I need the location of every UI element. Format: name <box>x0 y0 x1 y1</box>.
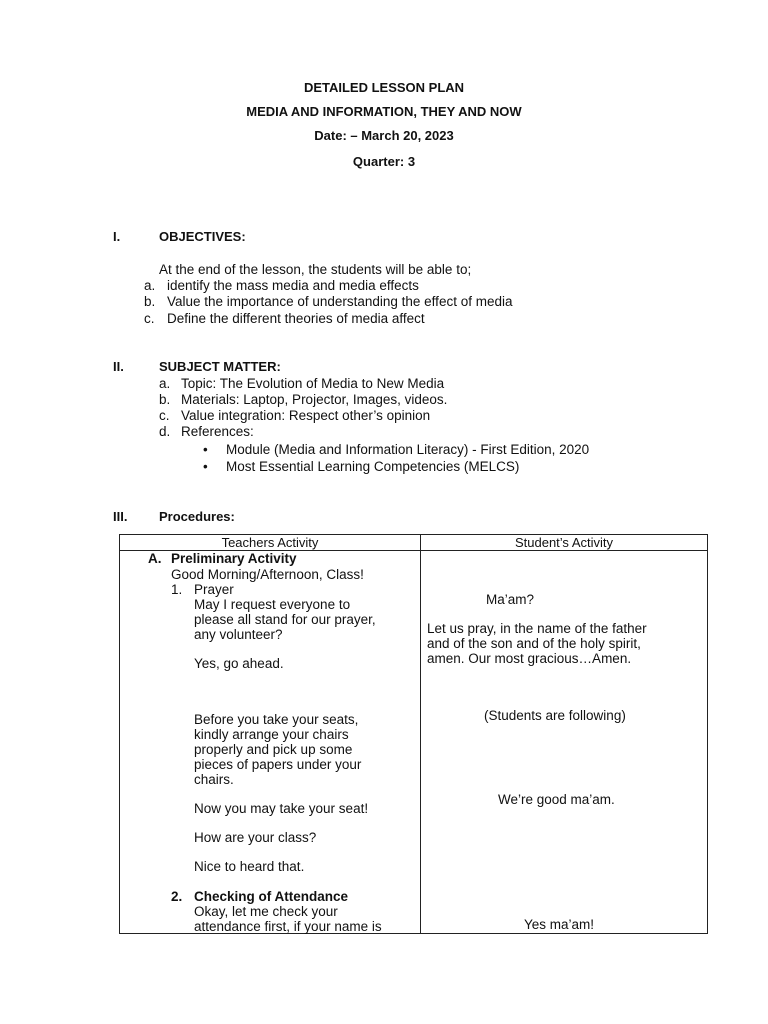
objective-item: Define the different theories of media affect <box>167 311 425 326</box>
subject-marker: c. <box>159 408 170 423</box>
reference-item: • Most Essential Learning Competencies (MELCS) <box>226 459 519 474</box>
student-activity-cell <box>421 551 708 934</box>
student-line: and of the son and of the holy spirit, <box>427 636 641 651</box>
teacher-line: Before you take your seats, <box>194 712 359 727</box>
lesson-quarter: Quarter: 3 <box>352 154 416 169</box>
attendance-title: Checking of Attendance <box>194 889 349 904</box>
teacher-line: Yes, go ahead. <box>194 656 284 671</box>
objective-item: identify the mass media and media effects <box>167 278 419 293</box>
subject-item: Value integration: Respect other’s opinion <box>181 408 431 423</box>
teacher-line: kindly arrange your chairs <box>194 727 349 742</box>
teacher-line: please all stand for our prayer, <box>194 612 376 627</box>
objective-item: Value the importance of understanding the effect of media <box>167 294 513 309</box>
teacher-line: How are your class? <box>194 830 317 845</box>
objective-marker: b. <box>144 294 156 309</box>
prayer-title: Prayer <box>194 582 234 597</box>
objective-marker: a. <box>144 278 156 293</box>
greeting-text: Good Morning/Afternoon, Class! <box>171 567 364 582</box>
lesson-date: Date: – March 20, 2023 <box>314 128 454 143</box>
teacher-line: chairs. <box>194 772 234 787</box>
teacher-line: attendance first, if your name is <box>194 919 382 934</box>
section-number-procedures: III. <box>113 509 128 524</box>
subject-item: Materials: Laptop, Projector, Images, videos. <box>181 392 448 407</box>
teacher-activity-cell <box>120 551 421 934</box>
subject-marker: a. <box>159 376 171 391</box>
subject-matter-heading: SUBJECT MATTER: <box>159 359 281 374</box>
section-number-subject-matter: II. <box>113 359 124 374</box>
prayer-marker: 1. <box>171 582 183 597</box>
student-line: We’re good ma’am. <box>498 792 615 807</box>
subject-marker: d. <box>159 424 171 439</box>
teacher-line: properly and pick up some <box>194 742 353 757</box>
document-title: DETAILED LESSON PLAN <box>303 80 465 95</box>
objectives-heading: OBJECTIVES: <box>159 229 246 244</box>
document-subtitle: MEDIA AND INFORMATION, THEY AND NOW <box>246 104 522 119</box>
student-line: Yes ma’am! <box>524 917 595 932</box>
student-line: amen. Our most gracious…Amen. <box>427 651 632 666</box>
teacher-column-header: Teachers Activity <box>120 535 421 551</box>
teacher-line: May I request everyone to <box>194 597 351 612</box>
teacher-line: any volunteer? <box>194 627 283 642</box>
teacher-line: Now you may take your seat! <box>194 801 369 816</box>
student-line: Let us pray, in the name of the father <box>427 621 647 636</box>
preliminary-activity-title: Preliminary Activity <box>171 551 297 566</box>
objective-marker: c. <box>144 311 155 326</box>
objectives-intro: At the end of the lesson, the students will be able to; <box>159 262 472 277</box>
table-row <box>120 551 708 934</box>
teacher-line: Nice to heard that. <box>194 859 305 874</box>
student-line: Ma’am? <box>486 592 535 607</box>
section-number-objectives: I. <box>113 229 121 244</box>
student-column-header: Student’s Activity <box>421 535 708 551</box>
subject-marker: b. <box>159 392 171 407</box>
teacher-line: Okay, let me check your <box>194 904 338 919</box>
subject-item: References: <box>181 424 254 439</box>
subject-item: Topic: The Evolution of Media to New Media <box>181 376 445 391</box>
reference-item: • Module (Media and Information Literacy) - First Edition, 2020 <box>226 442 589 457</box>
procedures-table <box>119 534 708 934</box>
section-marker: A. <box>148 551 162 566</box>
table-header-row <box>120 535 708 551</box>
student-line: (Students are following) <box>484 708 626 723</box>
attendance-marker: 2. <box>171 889 183 904</box>
procedures-heading: Procedures: <box>159 509 235 524</box>
teacher-line: pieces of papers under your <box>194 757 362 772</box>
